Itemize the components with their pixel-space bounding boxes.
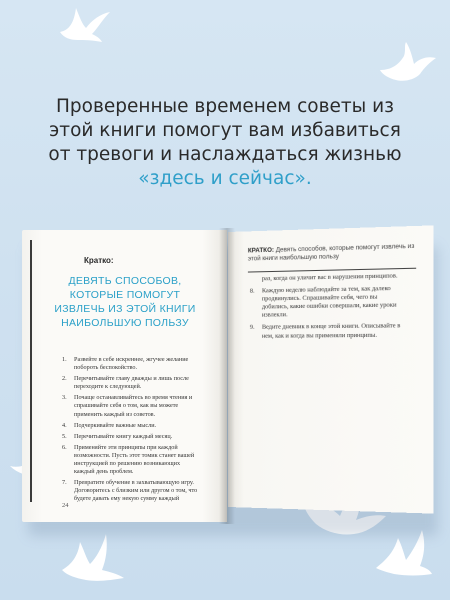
item-number: 5. bbox=[62, 432, 67, 440]
item-text: Развейте в себе искреннее, жгучее желание побороть беспокойство. bbox=[74, 356, 189, 372]
running-header bbox=[248, 242, 425, 263]
page-number: 24 bbox=[62, 502, 69, 509]
list-item bbox=[250, 272, 406, 284]
item-text: Ведите дневник в конце этой книги. Описывайте в нем, как и когда вы применяли принципы. bbox=[261, 322, 401, 340]
item-number: 3. bbox=[62, 394, 67, 402]
list-item bbox=[250, 323, 406, 341]
item-text: Перечитывайте книгу каждый месяц. bbox=[74, 432, 173, 440]
item-number: 2. bbox=[62, 375, 67, 383]
tips-list bbox=[62, 356, 202, 507]
dove-icon bbox=[374, 40, 440, 90]
item-text: Превратите обучение в захватывающую игру. Договоритесь с близким или другом о том, что будете давать ему некую сумму каждый bbox=[74, 479, 198, 503]
item-text: Подчеркивайте важные мысли. bbox=[74, 421, 157, 429]
left-page bbox=[22, 230, 227, 522]
list-item bbox=[62, 422, 202, 430]
item-number: 8. bbox=[249, 287, 255, 295]
running-header-bold: КРАТКО: bbox=[247, 246, 274, 255]
headline-line-3: от тревоги и наслаждаться жизнью bbox=[48, 144, 402, 165]
dove-icon bbox=[58, 530, 126, 586]
list-item bbox=[62, 433, 202, 441]
list-item bbox=[62, 479, 202, 503]
running-header-text: Девять способов, которые помогут извлечь из этой книги наибольшую пользу bbox=[247, 242, 415, 263]
item-text: Каждую неделю наблюдайте за тем, как далеко продвинулись. Спрашивайте себя, чего вы добились, какие ошибки совершали, какие уроки извлекли. bbox=[261, 284, 397, 319]
section-title-line: НАИБОЛЬШУЮ ПОЛЬЗУ bbox=[61, 317, 189, 329]
headline bbox=[0, 95, 450, 191]
item-text: Применяйте эти принципы при каждой возможности. Пусть этот томик станет вашей инструкцией по решению возникающих каждый день проблем. bbox=[74, 443, 195, 476]
section-title-line: ИЗВЛЕЧЬ ИЗ ЭТОЙ КНИГИ bbox=[54, 303, 196, 315]
headline-line-4: «здесь и сейчас». bbox=[138, 168, 312, 189]
item-text: Перечитывайте главу дважды и лишь после переходите к следующей. bbox=[74, 375, 189, 391]
item-number: 7. bbox=[62, 479, 67, 487]
headline-line-1: Проверенные временем советы из bbox=[55, 96, 395, 117]
right-page bbox=[228, 225, 434, 513]
list-item bbox=[250, 285, 406, 321]
item-number: 9. bbox=[249, 324, 255, 332]
section-title-line: ДЕВЯТЬ СПОСОБОВ, bbox=[68, 275, 182, 287]
item-number: 4. bbox=[62, 421, 67, 429]
headline-line-2: этой книги помогут вам избавиться bbox=[49, 120, 401, 141]
list-item bbox=[62, 356, 202, 372]
item-number: 1. bbox=[62, 356, 67, 363]
page-edge-bar bbox=[30, 240, 32, 502]
item-number: 6. bbox=[62, 443, 67, 451]
right-page-text bbox=[250, 272, 406, 344]
section-title bbox=[50, 274, 200, 330]
item-text: Почаще останавливайтесь во время чтения и спрашивайте себя о том, как вы можете применить каждый из советов. bbox=[74, 394, 193, 418]
book-gutter bbox=[219, 228, 235, 524]
kratko-label: Кратко: bbox=[84, 256, 114, 265]
list-item bbox=[62, 444, 202, 476]
list-item bbox=[62, 375, 202, 391]
item-text: раз, когда он уличит вас в нарушении принципов. bbox=[261, 272, 398, 283]
section-title-line: КОТОРЫЕ ПОМОГУТ bbox=[69, 289, 181, 301]
dove-icon bbox=[52, 2, 112, 48]
open-book bbox=[22, 222, 438, 534]
list-item bbox=[62, 394, 202, 418]
